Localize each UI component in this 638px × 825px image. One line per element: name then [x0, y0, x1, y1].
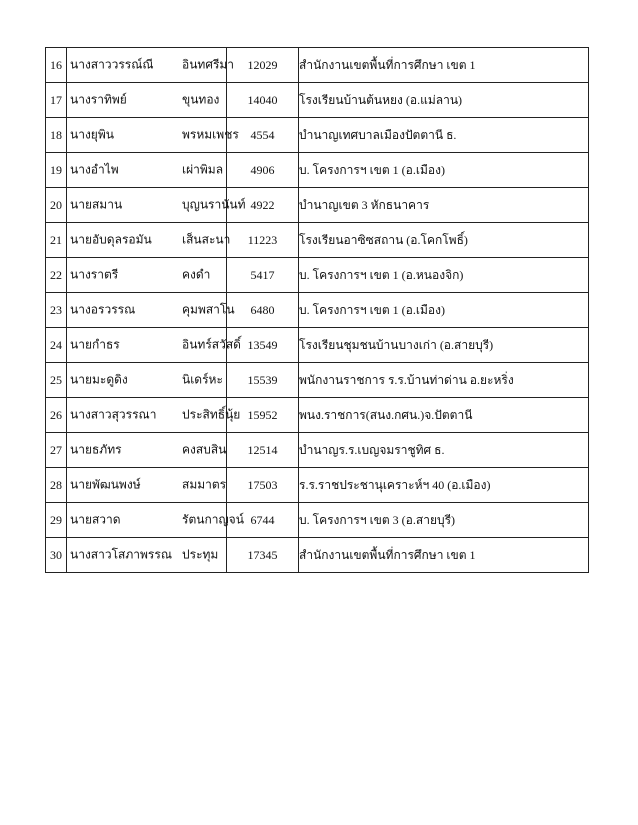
member-id: 12029 [227, 48, 299, 83]
last-name: นิเดร์หะ [182, 372, 223, 387]
member-id: 5417 [227, 258, 299, 293]
table-row [46, 363, 589, 398]
workplace: บ. โครงการฯ เขต 1 (อ.หนองจิก) [299, 258, 589, 293]
table-row [46, 118, 589, 153]
workplace: โรงเรียนอาซิซสถาน (อ.โคกโพธิ์) [299, 223, 589, 258]
first-name: นางราทิพย์ [70, 92, 127, 107]
name-cell [67, 48, 235, 83]
first-name: นางสาวโสภาพรรณ [70, 547, 172, 562]
name-cell [67, 118, 239, 153]
last-name: พรหมเพชร [182, 127, 239, 142]
member-table [45, 47, 589, 573]
table-row [46, 433, 589, 468]
last-name: ขุนทอง [182, 92, 220, 107]
name-cell [67, 538, 227, 573]
row-number: 23 [46, 293, 67, 328]
row-number: 26 [46, 398, 67, 433]
member-id: 13549 [227, 328, 299, 363]
member-id: 6744 [227, 503, 299, 538]
table-row [46, 258, 589, 293]
name-cell [67, 398, 241, 433]
name-cell [67, 468, 227, 503]
table-row [46, 538, 589, 573]
member-id: 12514 [227, 433, 299, 468]
row-number: 19 [46, 153, 67, 188]
last-name: ประสิทธิ์นุ้ย [182, 407, 241, 422]
last-name: สมมาตร [182, 477, 227, 492]
name-cell [67, 363, 227, 398]
row-number: 28 [46, 468, 67, 503]
workplace: พนง.ราชการ(สนง.กศน.)จ.ปัตตานี [299, 398, 589, 433]
table-row [46, 223, 589, 258]
workplace: สำนักงานเขตพื้นที่การศึกษา เขต 1 [299, 538, 589, 573]
row-number: 16 [46, 48, 67, 83]
table-row [46, 293, 589, 328]
name-cell [67, 188, 246, 223]
first-name: นายสมาน [70, 197, 123, 212]
member-id: 4906 [227, 153, 299, 188]
workplace: บ. โครงการฯ เขต 1 (อ.เมือง) [299, 293, 589, 328]
name-cell [67, 293, 235, 328]
name-cell [67, 223, 231, 258]
first-name: นางอรวรรณ [70, 302, 136, 317]
last-name: คงสบสิน [182, 442, 227, 457]
first-name: นายธภัทร [70, 442, 122, 457]
row-number: 18 [46, 118, 67, 153]
table-row [46, 328, 589, 363]
first-name: นางสาววรรณ์ณี [70, 57, 154, 72]
workplace: สำนักงานเขตพื้นที่การศึกษา เขต 1 [299, 48, 589, 83]
last-name: คุมพสาโน [182, 302, 235, 317]
member-id: 15952 [227, 398, 299, 433]
row-number: 22 [46, 258, 67, 293]
name-cell [67, 153, 227, 188]
table-row [46, 503, 589, 538]
first-name: นายกำธร [70, 337, 120, 352]
table-row [46, 468, 589, 503]
member-id: 17345 [227, 538, 299, 573]
member-id: 14040 [227, 83, 299, 118]
first-name: นายมะดูดิง [70, 372, 128, 387]
member-id: 15539 [227, 363, 299, 398]
name-cell [67, 83, 227, 118]
workplace: โรงเรียนบ้านต้นหยง (อ.แม่ลาน) [299, 83, 589, 118]
name-cell [67, 433, 227, 468]
member-id: 11223 [227, 223, 299, 258]
last-name: อินทร์สวัสดิ์ [182, 337, 241, 352]
row-number: 27 [46, 433, 67, 468]
workplace: บำนาญเทศบาลเมืองปัตตานี ธ. [299, 118, 589, 153]
name-cell [67, 503, 244, 538]
first-name: นางสาวสุวรรณา [70, 407, 157, 422]
first-name: นายสวาด [70, 512, 121, 527]
first-name: นายพัฒนพงษ์ [70, 477, 141, 492]
last-name: คงดำ [182, 267, 211, 282]
workplace: บำนาญเขต 3 หักธนาคาร [299, 188, 589, 223]
table-row [46, 188, 589, 223]
row-number: 20 [46, 188, 67, 223]
last-name: บุญนรานันท์ [182, 197, 246, 212]
member-id: 4554 [227, 118, 299, 153]
table-row [46, 48, 589, 83]
workplace: พนักงานราชการ ร.ร.บ้านท่าด่าน อ.ยะหริ่ง [299, 363, 589, 398]
first-name: นายอับดุลรอมัน [70, 232, 152, 247]
table-row [46, 153, 589, 188]
member-table-body [46, 48, 589, 573]
row-number: 25 [46, 363, 67, 398]
first-name: นางยุพิน [70, 127, 114, 142]
name-cell [67, 328, 241, 363]
row-number: 21 [46, 223, 67, 258]
member-id: 17503 [227, 468, 299, 503]
name-cell [67, 258, 227, 293]
workplace: บำนาญร.ร.เบญจมราชูทิศ ธ. [299, 433, 589, 468]
table-row [46, 83, 589, 118]
row-number: 29 [46, 503, 67, 538]
first-name: นางราตรี [70, 267, 119, 282]
last-name: รัตนกาญจน์ [182, 512, 244, 527]
first-name: นางอำไพ [70, 162, 119, 177]
workplace: บ. โครงการฯ เขต 3 (อ.สายบุรี) [299, 503, 589, 538]
workplace: โรงเรียนชุมชนบ้านบางเก่า (อ.สายบุรี) [299, 328, 589, 363]
last-name: อินทศรีมา [182, 57, 235, 72]
row-number: 24 [46, 328, 67, 363]
workplace: ร.ร.ราชประชานุเคราะห์ฯ 40 (อ.เมือง) [299, 468, 589, 503]
table-row [46, 398, 589, 433]
member-id: 6480 [227, 293, 299, 328]
last-name: ประทุม [182, 547, 219, 562]
member-id: 4922 [227, 188, 299, 223]
row-number: 30 [46, 538, 67, 573]
row-number: 17 [46, 83, 67, 118]
workplace: บ. โครงการฯ เขต 1 (อ.เมือง) [299, 153, 589, 188]
last-name: เส็นสะนา [182, 232, 231, 247]
last-name: เผ่าพิมล [182, 162, 224, 177]
